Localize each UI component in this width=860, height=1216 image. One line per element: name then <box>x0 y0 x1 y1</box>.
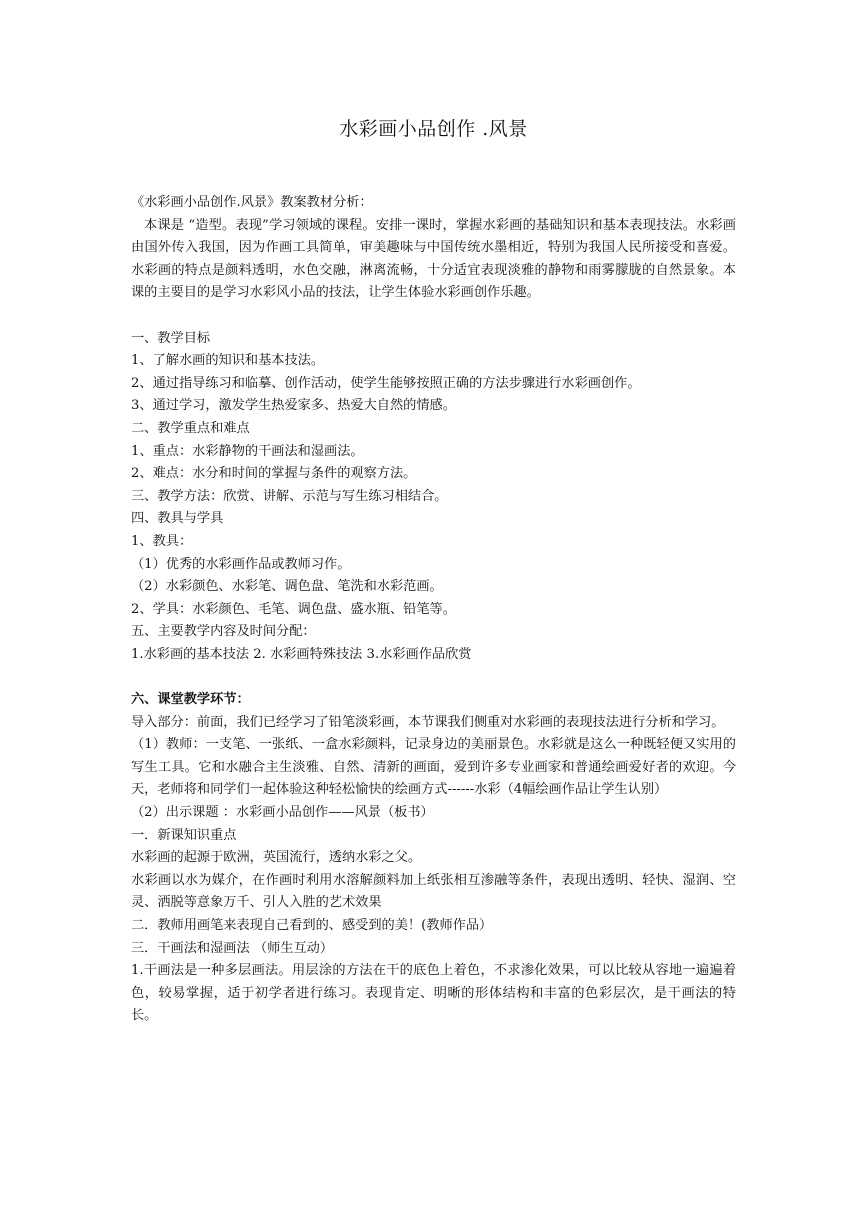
origin-line: 水彩画的起源于欧洲，英国流行，透纳水彩之父。 <box>131 850 422 866</box>
content-item: 1.水彩画的基本技法 2. 水彩画特殊技法 3.水彩画作品欣赏 <box>131 646 472 662</box>
tools-student: 2、学具：水彩颜色、毛笔、调色盘、盛水瓶、铅笔等。 <box>131 601 456 617</box>
document-title: 水彩画小品创作 .风景 <box>339 118 528 140</box>
blank-line <box>131 666 736 689</box>
subheading-techniques: 三．干画法和湿画法 （师生互动） <box>131 940 334 956</box>
subheading-teacher-demo: 二．教师用画笔来表现自己看到的、感受到的美！(教师作品） <box>131 918 493 933</box>
key-point-item-1: 1、重点：水彩静物的干画法和湿画法。 <box>131 443 364 459</box>
analysis-paragraph: 本课是 “造型。表现”学习领域的课程。安排一课时，掌握水彩画的基础知识和基本表现技法。水彩画由国外传入我国，因为作画工具简单，审美趣味与中国传统水墨相近，特别为我国人民所接受和喜爱。水彩画的特点是颜料透明，水色交融，淋离流畅，十分适宜表现淡雅的静物和雨雾朦胧的自然景象。本课的主要目的是学习水彩风小品的技法，让学生体验水彩画创作乐趣。 <box>131 217 736 301</box>
section-heading-methods: 三、教学方法：欣赏、讲解、示范与写生练习相结合。 <box>131 488 448 504</box>
goal-item-1: 1、了解水画的知识和基本技法。 <box>131 353 325 369</box>
topic-line: （2）出示课题 ：水彩画小品创作——风景（板书） <box>131 805 434 821</box>
tools-teacher-item-2: （2）水彩颜色、水彩笔、调色盘、笔洗和水彩范画。 <box>131 579 443 595</box>
section-heading-tools: 四、教具与学具 <box>131 511 224 527</box>
dry-technique-paragraph: 1.干画法是一种多层画法。用层涂的方法在干的底色上着色，不求渗化效果，可以比较从容地一遍遍着色，较易掌握，适于初学者进行练习。表现肯定、明晰的形体结构和丰富的色彩层次，是干画法的特长。 <box>131 963 736 1024</box>
teacher-paragraph: （1）教师：一支笔、一张纸、一盒水彩颜料，记录身边的美丽景色。水彩就是这么一种既轻便又实用的写生工具。它和水融合主生淡雅、自然、清新的画面，爱到许多专业画家和普通绘画爱好者的欢迎。今天，老师将和同学们一起体验这种轻松愉快的绘画方式------水彩（4幅绘画作品让学生认别） <box>131 737 736 798</box>
subheading-new-knowledge: 一．新课知识重点 <box>131 827 237 843</box>
section-heading-classroom: 六、课堂教学环节： <box>131 692 250 708</box>
intro-paragraph: 导入部分：前面，我们已经学习了铅笔淡彩画，本节课我们侧重对水彩画的表现技法进行分析和学习。 <box>131 714 725 730</box>
section-heading-content: 五、主要教学内容及时间分配： <box>131 624 316 640</box>
key-point-item-2: 2、难点：水分和时间的掌握与条件的观察方法。 <box>131 466 417 482</box>
tools-teacher: 1、教具： <box>131 533 193 549</box>
section-heading-key-points: 二、教学重点和难点 <box>131 420 250 436</box>
document-body <box>131 192 736 1028</box>
medium-paragraph: 水彩画以水为媒介，在作画时利用水溶解颜料加上纸张相互渗融等条件，表现出透明、轻快、湿润、空灵、洒脱等意象万千、引人入胜的艺术效果 <box>131 872 736 911</box>
goal-item-2: 2、通过指导练习和临摹、创作活动，使学生能够按照正确的方法步骤进行水彩画创作。 <box>131 375 641 391</box>
section-heading-goals: 一、教学目标 <box>131 330 211 346</box>
analysis-heading: 《水彩画小品创作.风景》教案教材分析： <box>131 195 373 210</box>
blank-line <box>131 305 736 328</box>
tools-teacher-item-1: （1）优秀的水彩画作品或教师习作。 <box>131 556 351 572</box>
goal-item-3: 3、通过学习，激发学生热爱家多、热爱大自然的情感。 <box>131 398 456 414</box>
